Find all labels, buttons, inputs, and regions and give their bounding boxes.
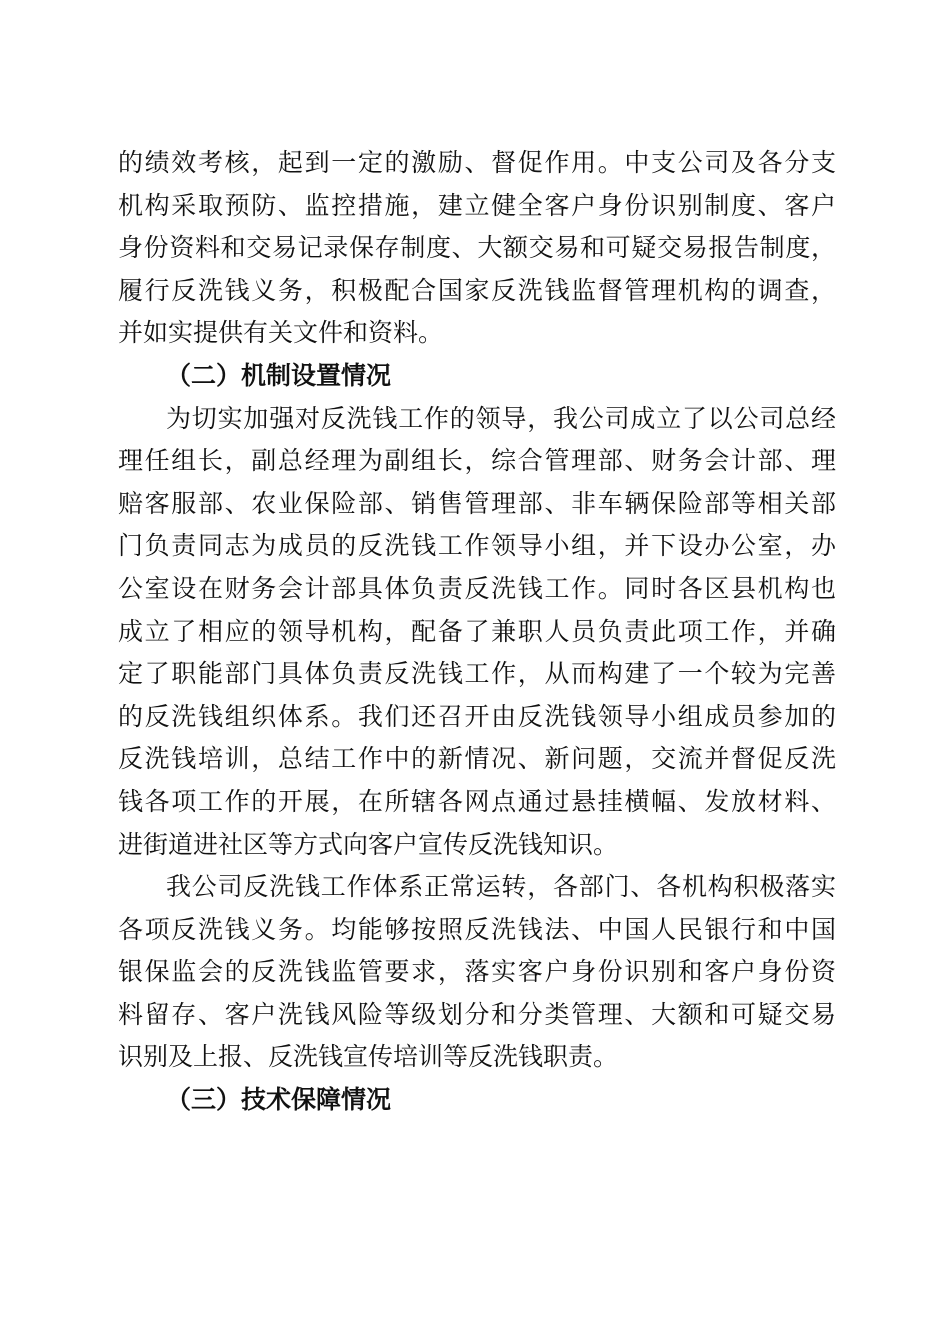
text-line: 的绩效考核，起到一定的激励、督促作用。中支公司及各分支 xyxy=(118,148,836,177)
text-line: 银保监会的反洗钱监管要求，落实客户身份识别和客户身份资 xyxy=(118,957,836,987)
text-line: 履行反洗钱义务，积极配合国家反洗钱监督管理机构的调查， xyxy=(118,275,836,305)
text-line: 身份资料和交易记录保存制度、大额交易和可疑交易报告制度， xyxy=(118,233,836,263)
text-line: 我公司反洗钱工作体系正常运转，各部门、各机构积极落实 xyxy=(166,872,836,902)
text-line: 并如实提供有关文件和资料。 xyxy=(118,318,444,348)
text-line: 钱各项工作的开展，在所辖各网点通过悬挂横幅、发放材料、 xyxy=(118,786,836,816)
section-heading-mechanism: （二）机制设置情况 xyxy=(166,360,392,390)
text-line: 料留存、客户洗钱风险等级划分和分类管理、大额和可疑交易 xyxy=(118,999,836,1029)
text-line: 进街道进社区等方式向客户宣传反洗钱知识。 xyxy=(118,829,619,859)
paragraph-system-operation xyxy=(118,866,836,1079)
text-line: 反洗钱培训，总结工作中的新情况、新问题，交流并督促反洗 xyxy=(118,744,836,774)
text-line: 理任组长，副总经理为副组长，综合管理部、财务会计部、理 xyxy=(118,446,836,476)
paragraph-performance-review xyxy=(118,142,836,355)
text-line: 成立了相应的领导机构，配备了兼职人员负责此项工作，并确 xyxy=(118,616,836,646)
paragraph-mechanism xyxy=(118,398,836,867)
text-line: 各项反洗钱义务。均能够按照反洗钱法、中国人民银行和中国 xyxy=(118,914,836,944)
text-line: 赔客服部、农业保险部、销售管理部、非车辆保险部等相关部 xyxy=(118,488,836,518)
document-page xyxy=(118,142,836,1122)
text-line: 定了职能部门具体负责反洗钱工作，从而构建了一个较为完善 xyxy=(118,659,836,689)
text-line: 识别及上报、反洗钱宣传培训等反洗钱职责。 xyxy=(118,1042,619,1072)
section-heading-technical: （三）技术保障情况 xyxy=(166,1085,392,1115)
text-line: 的反洗钱组织体系。我们还召开由反洗钱领导小组成员参加的 xyxy=(118,701,836,731)
text-line: 机构采取预防、监控措施，建立健全客户身份识别制度、客户 xyxy=(118,190,836,220)
text-line: 门负责同志为成员的反洗钱工作领导小组，并下设办公室，办 xyxy=(118,531,836,561)
text-line: 公室设在财务会计部具体负责反洗钱工作。同时各区县机构也 xyxy=(118,573,836,603)
text-line: 为切实加强对反洗钱工作的领导，我公司成立了以公司总经 xyxy=(166,403,836,433)
